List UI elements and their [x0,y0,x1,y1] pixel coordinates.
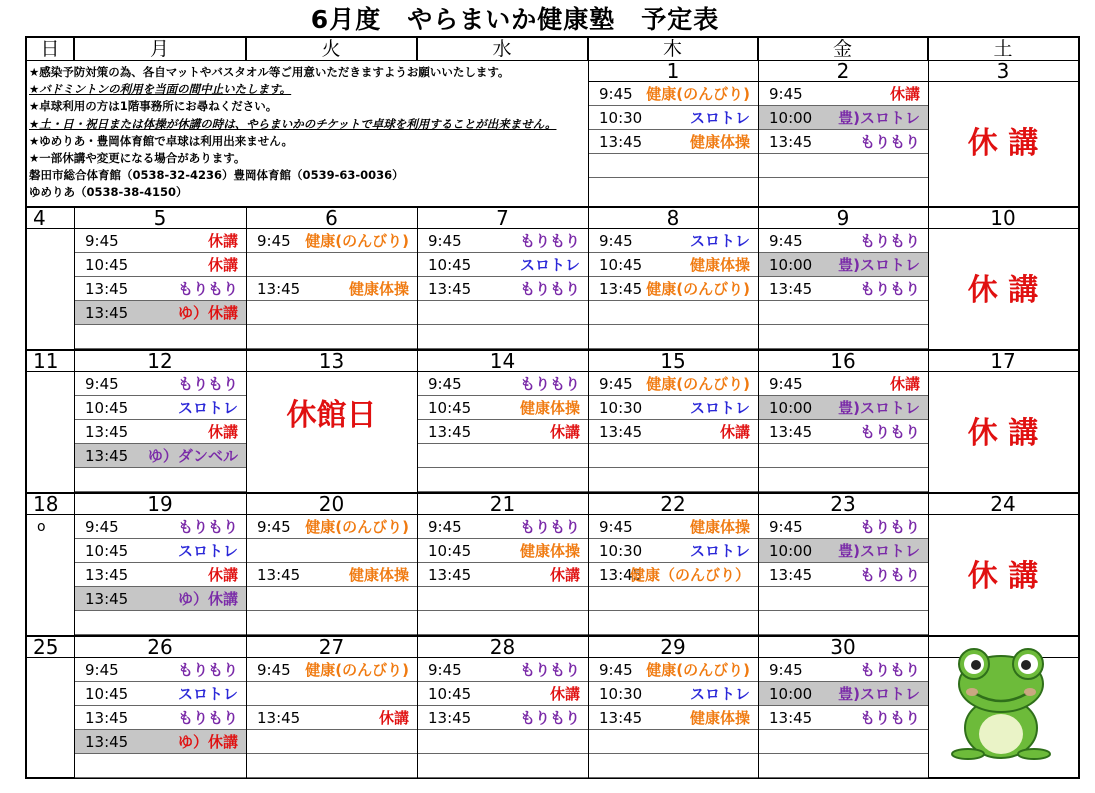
slot-activity: ゆ）休講 [177,304,238,322]
schedule-slot [75,563,246,587]
slot-activity: 休講 [549,566,580,584]
slot-activity: 休講 [889,85,920,103]
day-number: 10 [928,207,1078,229]
slot-activity: もりもり [859,280,920,298]
day-number: 26 [74,636,246,658]
schedule-slot [589,563,758,587]
slot-activity: 健康体操 [689,518,750,536]
slot-time: 10:00 [769,542,813,560]
slot-activity: スロトレ [689,542,750,560]
slot-activity: もりもり [859,566,920,584]
schedule-slot [759,106,928,130]
slot-activity: もりもり [859,232,920,250]
empty-slot [589,730,758,754]
slot-time: 9:45 [769,518,803,536]
schedule-slot [247,706,417,730]
slot-activity: 休講 [378,709,409,727]
slot-time: 9:45 [769,232,803,250]
day-number: 24 [928,493,1078,515]
empty-slot [759,611,928,635]
schedule-slot [759,277,928,301]
slot-activity: もりもり [519,232,580,250]
slot-time: 13:45 [85,280,129,298]
day-number: 23 [758,493,928,515]
note-line: ★感染予防対策の為、各自マットやバスタオル等ご用意いただきますようお願いいたします。 [29,65,510,79]
empty-slot [589,468,758,492]
schedule-slot [418,563,588,587]
schedule-slot [759,82,928,106]
empty-slot [418,730,588,754]
schedule-slot [247,229,417,253]
column-divider [74,38,75,60]
slot-time: 10:45 [85,685,129,703]
schedule-slot [589,372,758,396]
slot-activity: 健康(のんびり) [646,85,750,103]
slot-time: 13:45 [599,566,643,584]
slot-activity: 豊)スロトレ [838,685,920,703]
note-line: ★ゆめりあ・豊岡体育館で卓球は利用出来ません。 [29,133,293,148]
slot-activity: 健康(のんびり) [305,661,409,679]
schedule-slot [418,706,588,730]
slot-time: 10:30 [599,542,643,560]
slot-time: 9:45 [769,85,803,103]
weekday-header: 火 [246,38,417,60]
slot-time: 10:45 [85,399,129,417]
slot-time: 9:45 [428,518,462,536]
schedule-slot [589,82,758,106]
schedule-slot [759,229,928,253]
schedule-slot [75,515,246,539]
day-number: 27 [246,636,417,658]
weekday-header: 水 [417,38,588,60]
slot-activity: もりもり [519,280,580,298]
slot-time: 13:45 [257,709,301,727]
slot-time: 9:45 [257,518,291,536]
slot-activity: 豊)スロトレ [838,109,920,127]
slot-time: 9:45 [599,661,633,679]
empty-slot [589,611,758,635]
schedule-slot [759,130,928,154]
schedule-slot [247,658,417,682]
closed-label: 休館日 [286,398,377,433]
schedule-slot [75,444,246,468]
slot-activity: スロトレ [177,399,238,417]
slot-time: 9:45 [428,232,462,250]
slot-time: 13:45 [85,566,129,584]
schedule-slot [75,587,246,611]
empty-slot [759,301,928,325]
empty-slot [759,587,928,611]
empty-slot [589,754,758,778]
slot-time: 10:00 [769,256,813,274]
slot-time: 9:45 [599,375,633,393]
kyuko-label: 休 講 [967,273,1039,308]
empty-slot [418,301,588,325]
schedule-slot [75,372,246,396]
slot-time: 13:45 [769,709,813,727]
slot-time: 13:45 [769,566,813,584]
empty-slot [247,754,417,778]
slot-time: 9:45 [85,661,119,679]
empty-slot [759,325,928,349]
slot-time: 10:45 [428,685,472,703]
day-number: 19 [74,493,246,515]
slot-time: 13:45 [769,423,813,441]
empty-slot [759,444,928,468]
schedule-slot [247,563,417,587]
day-number: 16 [758,350,928,372]
weekday-header: 木 [588,38,758,60]
slot-time: 9:45 [599,85,633,103]
day-number: 7 [417,207,588,229]
slot-time: 9:45 [599,518,633,536]
day-number: 17 [928,350,1078,372]
schedule-slot [759,682,928,706]
empty-slot [247,301,417,325]
slot-activity: 健康(のんびり) [646,280,750,298]
schedule-slot [418,253,588,277]
column-divider [417,38,418,60]
slot-activity: もりもり [519,375,580,393]
schedule-slot [589,706,758,730]
day-number: 2 [758,60,928,82]
slot-activity: 豊)スロトレ [838,542,920,560]
slot-activity: スロトレ [689,399,750,417]
slot-time: 9:45 [769,375,803,393]
empty-slot [418,325,588,349]
slot-time: 10:00 [769,399,813,417]
day-number: 3 [928,60,1078,82]
slot-activity: もりもり [859,423,920,441]
day-number: 9 [758,207,928,229]
note-line: ★土・日・祝日または体操が休講の時は、やらまいかのチケットで卓球を利用することが出来ません。 [29,116,557,131]
slot-activity: もりもり [177,518,238,536]
slot-activity: 健康(のんびり) [305,232,409,250]
day-number: 6 [246,207,417,229]
schedule-slot [418,658,588,682]
slot-activity: スロトレ [519,256,580,274]
slot-time: 13:45 [428,566,472,584]
day-number: 1 [588,60,758,82]
empty-slot [418,754,588,778]
slot-time: 9:45 [85,232,119,250]
schedule-slot [589,658,758,682]
slot-time: 10:00 [769,685,813,703]
slot-time: 10:45 [428,256,472,274]
schedule-slot [418,539,588,563]
slot-activity: もりもり [519,709,580,727]
slot-time: 13:45 [85,423,129,441]
kyuko-label: 休 講 [967,559,1039,594]
slot-time: 13:45 [428,423,472,441]
frog-illustration [946,642,1056,760]
slot-time: 13:45 [257,566,301,584]
day-number: 28 [417,636,588,658]
schedule-slot [759,396,928,420]
schedule-slot [418,396,588,420]
slot-time: 13:45 [769,133,813,151]
slot-activity: スロトレ [177,685,238,703]
slot-activity: 健康（のんびり） [629,566,750,584]
schedule-slot [247,515,417,539]
empty-slot [418,611,588,635]
slot-activity: 休講 [207,566,238,584]
schedule-slot [247,682,417,706]
slot-activity: スロトレ [689,232,750,250]
slot-time: 9:45 [599,232,633,250]
slot-time: 13:45 [85,709,129,727]
slot-activity: ゆ）休講 [177,590,238,608]
slot-activity: もりもり [859,518,920,536]
slot-activity: もりもり [177,280,238,298]
slot-time: 13:45 [428,280,472,298]
column-divider [246,38,247,60]
empty-slot [759,730,928,754]
schedule-slot [75,730,246,754]
calendar-grid [25,36,1080,779]
slot-time: 10:00 [769,109,813,127]
schedule-slot [759,372,928,396]
kyuko-label: 休 講 [967,126,1039,161]
slot-time: 10:30 [599,109,643,127]
schedule-slot [75,301,246,325]
slot-activity: 健康体操 [689,133,750,151]
note-line: 磐田市総合体育館（0538-32-4236）豊岡体育館（0539-63-0036） [29,168,404,183]
empty-slot [75,611,246,635]
slot-activity: 休講 [719,423,750,441]
day-number: 5 [74,207,246,229]
kyuko-label: 休 講 [967,416,1039,451]
empty-slot [589,325,758,349]
slot-time: 9:45 [85,375,119,393]
slot-activity: 健康(のんびり) [646,375,750,393]
schedule-slot [759,563,928,587]
schedule-slot [589,515,758,539]
slot-activity: 休講 [889,375,920,393]
weekday-header: 土 [993,38,1013,60]
schedule-slot [759,658,928,682]
slot-time: 9:45 [428,375,462,393]
note-line: ★バドミントンの利用を当面の間中止いたします。 [29,82,292,97]
empty-slot [589,301,758,325]
slot-time: 10:30 [599,685,643,703]
schedule-slot [759,420,928,444]
slot-activity: 健康(のんびり) [305,518,409,536]
empty-slot [589,154,758,178]
slot-activity: もりもり [519,518,580,536]
slot-activity: もりもり [177,375,238,393]
empty-slot [418,444,588,468]
schedule-slot [589,130,758,154]
schedule-slot [759,706,928,730]
slot-activity: スロトレ [689,109,750,127]
schedule-slot [247,277,417,301]
empty-slot [759,154,928,178]
slot-time: 10:45 [85,542,129,560]
day-number: 11 [27,350,74,372]
schedule-slot [418,277,588,301]
schedule-slot [75,253,246,277]
empty-slot [589,444,758,468]
slot-time: 9:45 [769,661,803,679]
schedule-slot [589,106,758,130]
schedule-slot [247,539,417,563]
slot-time: 13:45 [769,280,813,298]
slot-activity: 健康体操 [689,709,750,727]
schedule-slot [589,682,758,706]
slot-activity: 休講 [207,423,238,441]
empty-slot [418,587,588,611]
slot-activity: ゆ）ダンベル [147,447,238,465]
note-line: ゆめりあ（0538-38-4150） [29,185,188,200]
slot-time: 9:45 [428,661,462,679]
slot-activity: もりもり [519,661,580,679]
slot-activity: 健康体操 [519,399,580,417]
schedule-slot [75,682,246,706]
note-line: ★卓球利用の方は1階事務所にお尋ねください。 [29,99,278,114]
slot-time: 13:45 [85,733,129,751]
slot-time: 13:45 [428,709,472,727]
schedule-slot [418,420,588,444]
slot-activity: もりもり [859,709,920,727]
slot-activity: 休講 [207,232,238,250]
slot-time: 13:45 [257,280,301,298]
slot-time: 10:45 [85,256,129,274]
slot-activity: スロトレ [177,542,238,560]
empty-slot [759,754,928,778]
slot-activity: 豊)スロトレ [838,256,920,274]
slot-time: 13:45 [85,447,129,465]
schedule-slot [75,658,246,682]
empty-slot [247,325,417,349]
slot-activity: 休講 [549,423,580,441]
schedule-slot [589,539,758,563]
schedule-slot [589,229,758,253]
slot-time: 9:45 [257,661,291,679]
note-line: ★一部休講や変更になる場合があります。 [29,151,246,166]
slot-activity: 健康体操 [348,280,409,298]
schedule-slot [418,372,588,396]
empty-slot [247,587,417,611]
schedule-slot [247,253,417,277]
day-number: 4 [27,207,74,229]
slot-time: 13:45 [599,423,643,441]
empty-slot [75,468,246,492]
slot-activity: 健康(のんびり) [646,661,750,679]
schedule-slot [759,515,928,539]
slot-activity: もりもり [177,661,238,679]
schedule-slot [589,253,758,277]
slot-time: 13:45 [85,590,129,608]
slot-activity: 健康体操 [348,566,409,584]
slot-time: 10:45 [428,399,472,417]
side-mark: o [37,519,46,535]
slot-time: 10:45 [599,256,643,274]
weekday-header: 金 [758,38,928,60]
schedule-slot [75,539,246,563]
day-number: 14 [417,350,588,372]
slot-time: 9:45 [85,518,119,536]
slot-time: 13:45 [85,304,129,322]
slot-time: 13:45 [599,709,643,727]
day-number: 18 [27,493,74,515]
schedule-slot [589,277,758,301]
schedule-slot [75,229,246,253]
empty-slot [247,611,417,635]
slot-activity: もりもり [177,709,238,727]
day-number: 20 [246,493,417,515]
schedule-slot [418,682,588,706]
weekday-header: 月 [74,38,246,60]
schedule-slot [759,253,928,277]
slot-activity: もりもり [859,661,920,679]
slot-time: 10:30 [599,399,643,417]
slot-activity: 豊)スロトレ [838,399,920,417]
schedule-slot [418,515,588,539]
slot-time: 10:45 [428,542,472,560]
empty-slot [418,468,588,492]
day-number: 15 [588,350,758,372]
slot-time: 13:45 [599,280,643,298]
notes-block [29,64,589,202]
slot-activity: 休講 [549,685,580,703]
day-number: 8 [588,207,758,229]
day-number: 25 [27,636,74,658]
schedule-slot [75,420,246,444]
slot-activity: もりもり [859,133,920,151]
schedule-slot [418,229,588,253]
day-number: 30 [758,636,928,658]
empty-slot [75,754,246,778]
page-title: 6月度 やらまいか健康塾 予定表 [310,5,720,34]
day-number: 13 [246,350,417,372]
empty-slot [75,325,246,349]
empty-slot [589,587,758,611]
day-number: 22 [588,493,758,515]
slot-time: 13:45 [599,133,643,151]
slot-time: 9:45 [257,232,291,250]
schedule-slot [75,706,246,730]
weekday-header: 日 [27,38,74,60]
day-number: 12 [74,350,246,372]
slot-activity: ゆ）休講 [177,733,238,751]
empty-slot [247,730,417,754]
schedule-slot [589,420,758,444]
day-number: 21 [417,493,588,515]
schedule-slot [75,277,246,301]
schedule-slot [589,396,758,420]
empty-slot [759,468,928,492]
slot-activity: スロトレ [689,685,750,703]
slot-activity: 健康体操 [519,542,580,560]
day-number: 29 [588,636,758,658]
schedule-slot [759,539,928,563]
slot-activity: 休講 [207,256,238,274]
schedule-slot [75,396,246,420]
slot-activity: 健康体操 [689,256,750,274]
